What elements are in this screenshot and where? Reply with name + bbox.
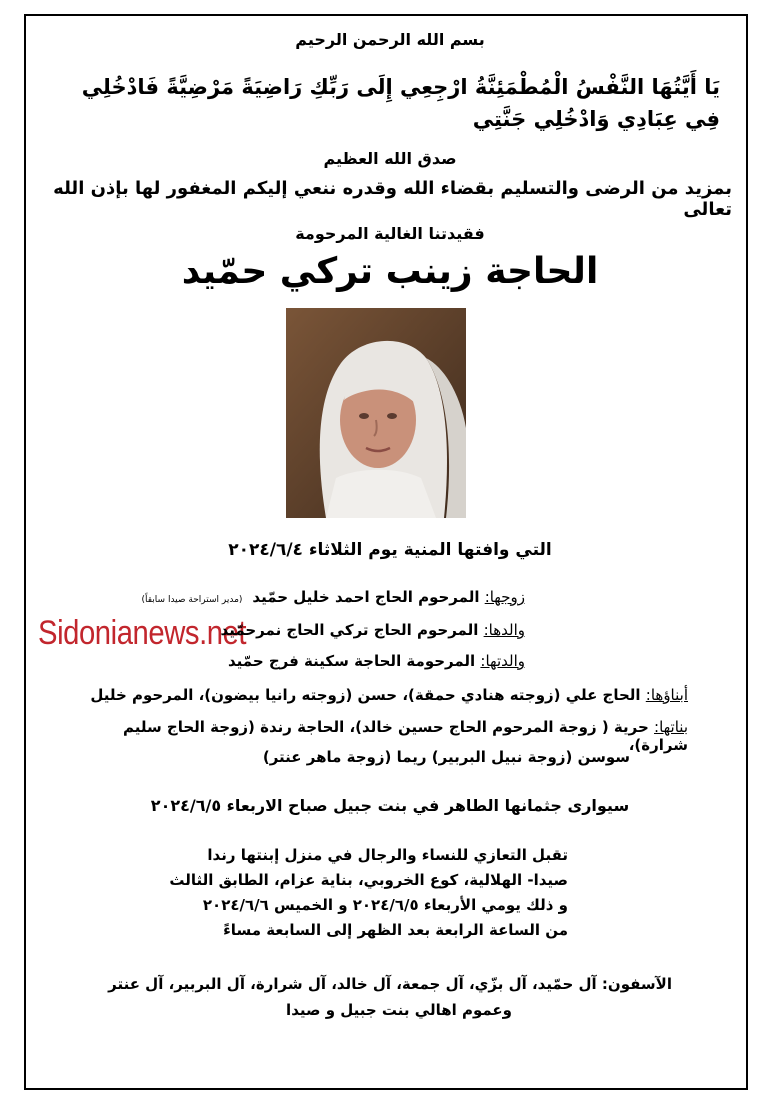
intro-line-2: فقيدتنا الغالية المرحومة [295,224,485,243]
mother-row [228,652,525,670]
father-row [221,621,525,639]
header-section [40,14,740,292]
funeral-line: سيوارى جثمانها الطاهر في بنت جبيل صباح الاربعاء ٢٠٢٤/٦/٥ [150,796,630,815]
condolences-block [48,843,568,943]
daughters-names: حرية ( زوجة المرحوم الحاج حسين خالد)، الحاجة رندة (زوجة الحاج سليم شرارة)، [122,718,688,754]
daughters-names-2: سوسن (زوجة نبيل البربير) ريما (زوجة ماهر عنتر) [262,748,630,766]
husband-note: (مدير استراحة صيدا سابقاً) [141,595,243,605]
sons-label: أبناؤها: [645,686,688,704]
portrait-icon [286,308,466,518]
husband-row [142,588,526,606]
condolences-line: من الساعة الرابعة بعد الظهر إلى السابعة مساءً [223,921,568,939]
mother-label: والدتها: [480,652,525,670]
condolences-line: تقبل التعازي للنساء والرجال في منزل إبنتها رندا [207,846,568,864]
sons-row [68,686,688,704]
deceased-name: الحاجة زينب تركي حمّيد [181,251,599,292]
watermark-sidonianews: Sidonianews.net [38,614,247,652]
daughters-row-2 [10,748,630,766]
portrait-photo [286,308,466,518]
condolences-line: و ذلك يومي الأربعاء ٢٠٢٤/٦/٥ و الخميس ٢٠٢٤/٦/٦ [202,896,568,914]
mourners-towns: وعموم اهالي بنت جبيل و صيدا [286,1001,512,1019]
mourners-block [72,971,672,1023]
death-date-line: التي وافتها المنية يوم الثلاثاء ٢٠٢٤/٦/٤ [228,540,552,560]
mother-name: المرحومة الحاجة سكينة فرج حمّيد [227,652,481,670]
husband-name: المرحوم الحاج احمد خليل حمّيد [252,588,485,606]
daughters-label: بناتها: [654,718,688,736]
father-name: المرحوم الحاج تركي الحاج نمرحمّيد [220,621,484,639]
sadaq-allah: صدق الله العظيم [323,149,457,168]
intro-line-1: بمزيد من الرضى والتسليم بقضاء الله وقدره ننعي إليكم المغفور لها بإذن الله تعالى [53,178,732,220]
mourners-families: الآسفون: آل حمّيد، آل بزّي، آل جمعة، آل خالد، آل شرارة، آل البربير، آل عنتر [108,975,672,993]
father-label: والدها: [483,621,525,639]
basmala: بسم الله الرحمن الرحيم [295,30,485,49]
husband-label: زوجها: [484,588,525,606]
condolences-line: صيدا- الهلالية، كوع الخروبي، بناية عزام، الطابق الثالث [169,871,568,889]
sons-names: الحاج علي (زوجته هنادي حمقة)، حسن (زوجته رانيا بيضون)، المرحوم خليل [90,686,646,704]
quran-verse: يَا أَيَّتُهَا النَّفْسُ الْمُطْمَئِنَّةُ ارْجِعِي إِلَى رَبِّكِ رَاضِيَةً مَرْضِيَّةً فَادْخُلِي فِي عِبَادِي وَادْخُلِي جَنَّتِي [81,75,720,131]
